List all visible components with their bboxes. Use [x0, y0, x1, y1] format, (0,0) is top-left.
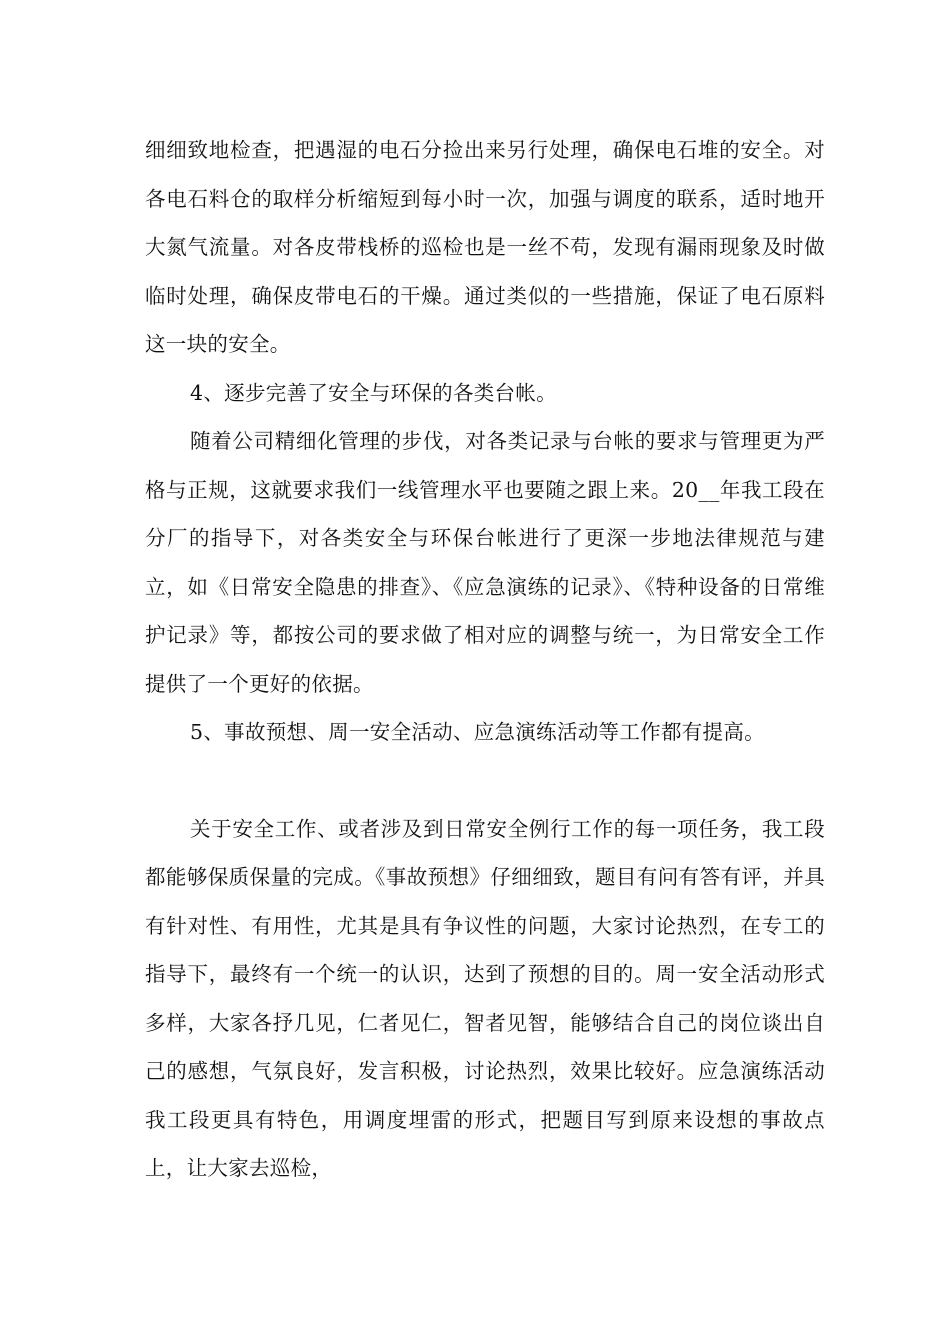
paragraph-spacer: [145, 757, 825, 805]
paragraph-carbide-safety: 细细致地检查，把遇湿的电石分捡出来另行处理，确保电石堆的安全。对各电石料仓的取样分析缩短到每小时一次，加强与调度的联系，适时地开大氮气流量。对各皮带栈桥的巡检也是一丝不苟，发现有漏雨现象及时做临时处理，确保皮带电石的干燥。通过类似的一些措施，保证了电石原料这一块的安全。: [145, 138, 825, 356]
paragraph-ledger-management: 随着公司精细化管理的步伐，对各类记录与台帐的要求与管理更为严格与正规，这就要求我们一线管理水平也要随之跟上来。20__年我工段在分厂的指导下，对各类安全与环保台帐进行了更深一步地法律规范与建立，如《日常安全隐患的排查》、《应急演练的记录》、《特种设备的日常维护记录》等，都按公司的要求做了相对应的调整与统一，为日常安全工作提供了一个更好的依据。: [145, 429, 825, 696]
paragraph-safety-activities: 关于安全工作、或者涉及到日常安全例行工作的每一项任务，我工段都能够保质保量的完成。《事故预想》仔细细致，题目有问有答有评，并具有针对性、有用性，尤其是具有争议性的问题，大家讨论热烈，在专工的指导下，最终有一个统一的认识，达到了预想的目的。周一安全活动形式多样，大家各抒几见，仁者见仁，智者见智，能够结合自己的岗位谈出自己的感想，气氛良好，发言积极，讨论热烈，效果比较好。应急演练活动我工段更具有特色，用调度埋雷的形式，把题目写到原来设想的事故点上，让大家去巡检，: [145, 816, 825, 1180]
paragraph-heading-4: 4、逐步完善了安全与环保的各类台帐。: [190, 380, 557, 405]
document-body: [145, 126, 825, 1193]
paragraph-heading-5: 5、事故预想、周一安全活动、应急演练活动等工作都有提高。: [190, 720, 765, 744]
